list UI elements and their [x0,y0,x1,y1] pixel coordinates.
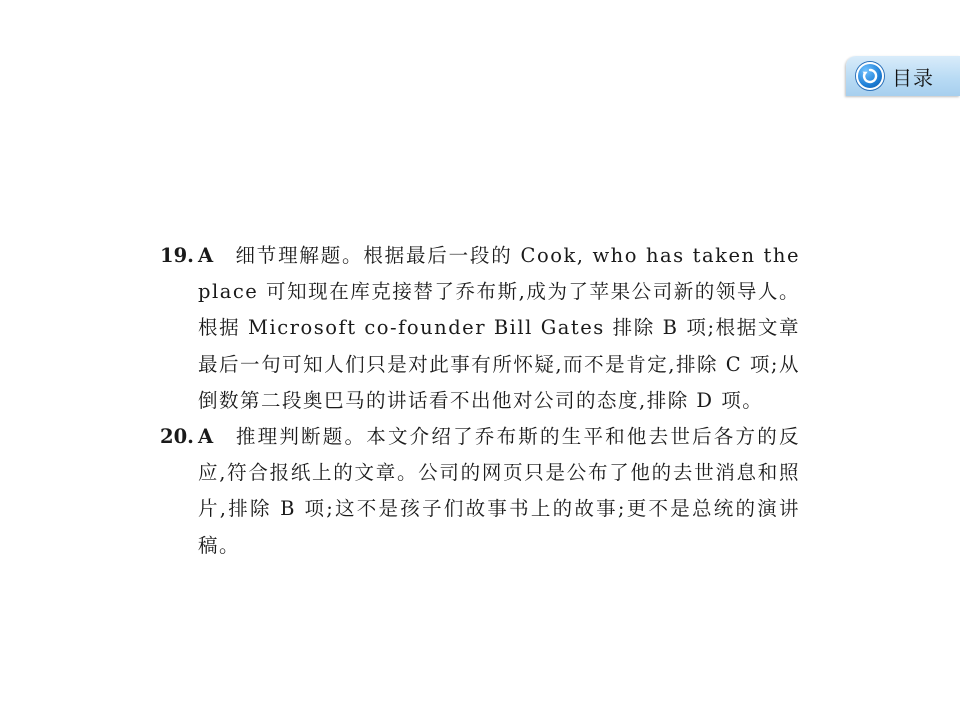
question-number: 20. [160,425,194,449]
answer-letter: A [198,244,214,267]
answer-explanations [160,238,800,564]
answer-item-20 [160,419,800,564]
answer-item-19 [160,238,800,419]
explanation-text: 细节理解题。根据最后一段的 Cook, who has taken the place 可知现在库克接替了乔布斯,成为了苹果公司新的领导人。根据 Microsoft co-founder Bill Gates 排除 B 项;根据文章最后一句可知人们只是对此事有所怀疑,而不是肯定,排除 C 项;从倒数第二段奥巴马的讲话看不出他对公司的态度,排除 D 项。 [198,244,800,412]
question-number: 19. [160,244,194,267]
answer-letter: A [198,425,214,449]
toc-label: 目录 [892,65,934,90]
refresh-circle-icon [856,62,884,90]
toc-button[interactable] [846,56,960,96]
explanation-text: 推理判断题。本文介绍了乔布斯的生平和他去世后各方的反应,符合报纸上的文章。公司的网页只是公布了他的去世消息和照片,排除 B 项;这不是孩子们故事书上的故事;更不是总统的演讲稿。 [198,425,800,557]
